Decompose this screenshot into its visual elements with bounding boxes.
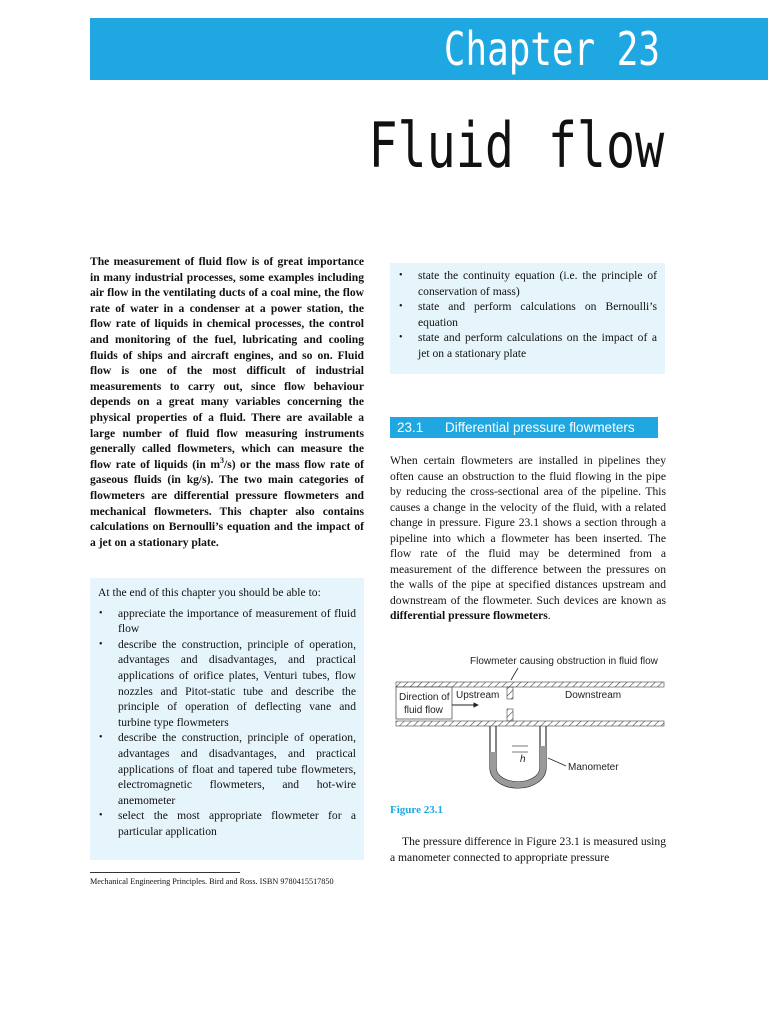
objectives-continued-box xyxy=(390,263,665,374)
pipe-wall-bottom xyxy=(396,721,664,726)
pointer-obstruction xyxy=(511,668,518,680)
figure-pipeline-diagram xyxy=(390,650,666,790)
bullet-icon: • xyxy=(99,810,103,822)
intro-text-2: /s) or the mass flow rate of gaseous fluids (in kg/s). The two main categories of flowmeters are differential pressure flowmeters and mechanical flowmeters. This chapter also contains calculations on Bernoulli’s equation and the impact of a jet on a stationary plate. xyxy=(90,457,364,549)
intro-superscript: 3 xyxy=(219,455,224,465)
section-number: 23.1 xyxy=(397,420,424,435)
list-item-text: state the continuity equation (i.e. the principle of conservation of mass) xyxy=(418,269,657,298)
label-obstruction: Flowmeter causing obstruction in fluid flow xyxy=(470,656,658,667)
manometer-tube-inner xyxy=(496,726,540,782)
paragraph-end: . xyxy=(547,609,551,622)
pointer-manometer xyxy=(548,758,566,766)
objectives-continued-list xyxy=(398,268,657,362)
list-item xyxy=(398,268,657,299)
list-item xyxy=(98,637,356,731)
list-item xyxy=(98,606,356,637)
label-h: h xyxy=(520,754,526,765)
orifice-plate-top xyxy=(507,687,513,699)
bullet-icon: • xyxy=(399,301,403,313)
list-item xyxy=(98,808,356,839)
bullet-icon: • xyxy=(99,638,103,650)
label-manometer: Manometer xyxy=(568,762,619,773)
list-item-text: state and perform calculations on Bernoulli’s equation xyxy=(418,300,657,329)
left-column xyxy=(90,254,364,550)
list-item-text: describe the construction, principle of operation, advantages and disadvantages, and practical applications of orifice plates, Venturi tubes, flow nozzles and Pitot-static tube and describe the principle of operation of deflecting vane and turbine type flowmeters xyxy=(118,637,356,729)
bullet-icon: • xyxy=(399,270,403,281)
list-item-text: select the most appropriate flowmeter for a particular application xyxy=(118,809,356,838)
bullet-icon: • xyxy=(399,332,403,344)
list-item-text: describe the construction, principle of operation, advantages and disadvantages, and practical applications of float and tapered tube flowmeters, electromagnetic flowmeters, and hot-wire anemometer xyxy=(118,731,356,807)
orifice-plate-bottom xyxy=(507,709,513,721)
label-downstream: Downstream xyxy=(565,690,622,701)
section-paragraph-1 xyxy=(390,453,666,624)
objectives-list xyxy=(98,606,356,840)
list-item xyxy=(98,730,356,808)
section-title: Differential pressure flowmeters xyxy=(445,420,635,435)
intro-paragraph xyxy=(90,254,364,550)
bullet-icon: • xyxy=(99,732,103,744)
label-fluid-flow: fluid flow xyxy=(404,705,443,716)
label-upstream: Upstream xyxy=(456,690,500,701)
list-item-text: appreciate the importance of measurement of fluid flow xyxy=(118,606,356,636)
list-item xyxy=(398,299,657,330)
intro-text-1: The measurement of fluid flow is of great importance in many industrial processes, some examples including air flow in the ventilating ducts of a coal mine, the flow rate of water in a condenser at a power station, the flow rate of liquids in chemical processes, the control and monitoring of the fuel, lubricating and cooling fluids of ships and aircraft engines, and so on. Fluid flow is one of the most difficult of industrial measurements to carry out, since flow behaviour depends on a great many variables concerning the physical properties of a fluid. There are available a large number of fluid flow measuring instruments generally called flowmeters, which can measure the flow rate of liquids (in m xyxy=(90,255,364,471)
footnote: Mechanical Engineering Principles. Bird and Ross. ISBN 9780415517850 xyxy=(90,877,334,886)
section-heading xyxy=(390,417,658,438)
chapter-label: Chapter 23 xyxy=(443,22,660,76)
bold-term: differential pressure flowmeters xyxy=(390,609,548,622)
label-direction: Direction of xyxy=(399,692,450,703)
footnote-rule xyxy=(90,872,240,873)
paragraph-text: When certain flowmeters are installed in pipelines they often cause an obstruction to the fluid flowing in the pipe by reducing the cross-sectional area of the pipeline. This causes a change in the velocity of the fluid, with a related change in pressure. Figure 23.1 shows a section through a pipeline into which a flowmeter has been inserted. The flow rate of the fluid may be determined from a measurement of the difference between the pressures on the walls of the pipe at specified distances upstream and downstream of the flowmeter. Such devices are known as xyxy=(390,454,666,607)
objectives-lead: At the end of this chapter you should be able to: xyxy=(98,586,321,599)
pipe-wall-top xyxy=(396,682,664,687)
figure-caption: Figure 23.1 xyxy=(390,804,443,816)
section-paragraph-2: The pressure difference in Figure 23.1 is measured using a manometer connected to appropriate pressure xyxy=(390,835,666,864)
list-item-text: state and perform calculations on the impact of a jet on a stationary plate xyxy=(418,331,657,360)
objectives-box xyxy=(90,578,364,860)
bullet-icon: • xyxy=(99,607,103,619)
chapter-title: Fluid flow xyxy=(368,109,664,182)
chapter-banner xyxy=(90,18,768,80)
list-item xyxy=(398,330,657,361)
